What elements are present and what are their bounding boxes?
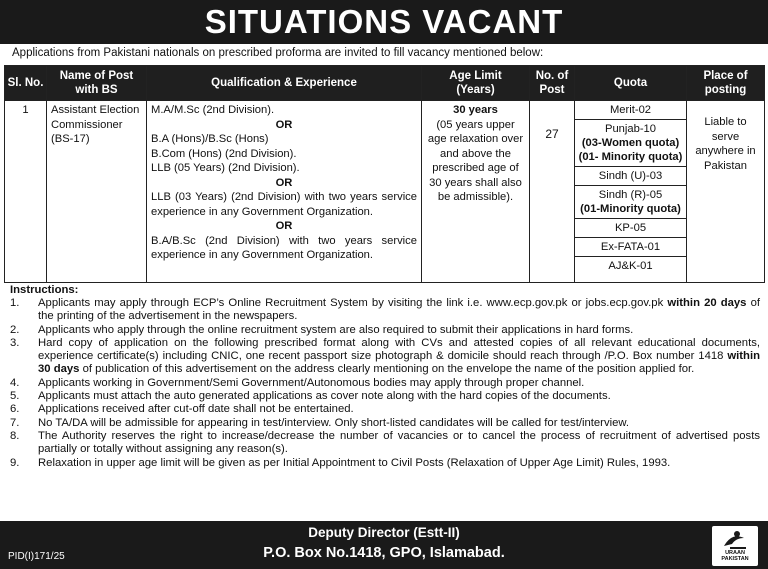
quota-punjab-minority: (01- Minority quota) [578, 151, 683, 163]
cell-qualification [147, 101, 422, 283]
instructions-list [10, 297, 760, 470]
quota-sindh-rural-label: Sindh (R)-05 [598, 189, 663, 201]
instruction-item [10, 324, 760, 337]
instruction-text-part: The Authority reserves the right to increase/decrease the number of vacancies or to cancel the process of recruitment of advertised posts partially or totally without assigning any reason(s). [38, 429, 760, 456]
instruction-text-part: No TA/DA will be admissible for appearing in test/interview. Only short-listed candidates will be called for test/interview. [38, 416, 630, 429]
header-post-name-line2: with BS [75, 84, 118, 96]
instruction-item [10, 417, 760, 430]
instruction-item [10, 377, 760, 390]
header-post-name [47, 66, 147, 101]
instruction-text-part: of publication of this advertisement on the address clearly mentioning on the envelope the name of the position applied for. [79, 363, 695, 376]
instruction-item [10, 457, 760, 470]
instruction-text-part: Applications received after cut-off date shall not be entertained. [38, 403, 354, 416]
instruction-item [10, 390, 760, 403]
table-header-row [5, 66, 765, 101]
header-sl-no: Sl. No. [5, 66, 47, 101]
qualification-line: M.A/M.Sc (2nd Division). [151, 104, 275, 116]
instruction-number: 7. [10, 416, 20, 429]
qualification-line: LLB (05 Years) (2nd Division). [151, 162, 300, 174]
header-post-name-line1: Name of Post [59, 70, 134, 82]
quota-list [575, 101, 686, 282]
footer-address: P.O. Box No.1418, GPO, Islamabad. [263, 545, 505, 561]
instruction-text-part: Relaxation in upper age limit will be given as per Initial Appointment to Civil Posts (Relaxation of Upper Age Limit) Rules, 1993. [38, 456, 671, 469]
instruction-number: 6. [10, 403, 20, 416]
instruction-number: 4. [10, 376, 20, 389]
instruction-text-part: of the printing of the advertisement in the newspapers. [38, 297, 760, 323]
quota-punjab [575, 120, 686, 167]
instruction-text-part: Applicants working in Government/Semi Government/Autonomous bodies may apply through proper channel. [38, 376, 585, 389]
qualification-or: OR [275, 220, 293, 232]
footer [0, 521, 768, 569]
instruction-text-part: Applicants who apply through the online recruitment system are also required to submit their applications in hard forms. [38, 323, 634, 336]
intro-text: Applications from Pakistani nationals on prescribed proforma are invited to fill vacancy mentioned below: [12, 47, 544, 59]
vacancy-table [4, 65, 765, 283]
header-age-line1: Age Limit [449, 70, 502, 82]
cell-age-limit [422, 101, 530, 283]
instruction-item [10, 337, 760, 377]
cell-sl-no: 1 [5, 101, 47, 283]
cell-post-name: Assistant Election Commissioner (BS-17) [47, 101, 147, 283]
age-limit-main: 30 years [453, 104, 498, 116]
quota-punjab-women: (03-Women quota) [581, 137, 680, 149]
qualification-line: B.A/B.Sc (2nd Division) with two years service experience in any Government Organization. [151, 234, 417, 261]
qualification-or: OR [275, 118, 293, 131]
page-title: SITUATIONS VACANT [0, 0, 768, 44]
instruction-text-part: Hard copy of application on the following prescribed format along with CVs and attested copies of all relevant educational documents, experience certificate(s) including CNIC, one recent passport size photograph & domicile should reach through /P.O. Box number 1418 [38, 336, 760, 363]
cell-quota [575, 101, 687, 283]
quota-sindh-rural [575, 186, 686, 219]
instruction-text [38, 417, 760, 430]
publication-id: PID(I)171/25 [8, 551, 65, 562]
uraan-pakistan-logo-icon [720, 528, 750, 550]
instruction-number: 9. [10, 456, 20, 469]
instruction-number: 1. [10, 297, 20, 309]
quota-merit-label: Merit-02 [609, 104, 652, 116]
quota-exfata-label: Ex-FATA-01 [600, 241, 661, 253]
cell-no-of-posts: 27 [530, 101, 575, 283]
instruction-number: 5. [10, 390, 20, 403]
instruction-text-part: Applicants may apply through ECP’s Online Recruitment System by visiting the link i.e. www.ecp.gov.pk or jobs.ecp.gov.pk [38, 297, 668, 309]
instruction-text [38, 324, 760, 337]
instruction-text [38, 337, 760, 377]
quota-kp-label: KP-05 [614, 222, 647, 234]
header-posts-line1: No. of [535, 70, 569, 82]
header-qualification: Qualification & Experience [147, 66, 422, 101]
quota-merit [575, 101, 686, 120]
header-no-of-posts [530, 66, 575, 101]
quota-exfata [575, 238, 686, 257]
instruction-text [38, 403, 760, 416]
instruction-text [38, 297, 760, 324]
quota-sindh-urban [575, 167, 686, 186]
quota-sindh-rural-minority: (01-Minority quota) [580, 203, 681, 215]
header-place-line1: Place of [703, 70, 748, 82]
uraan-pakistan-logo [712, 526, 758, 566]
instructions-section [10, 284, 760, 470]
cell-place-of-posting: Liable to serve anywhere in Pakistan [687, 101, 765, 283]
instruction-text [38, 457, 760, 470]
qualification-line: B.A (Hons)/B.Sc (Hons) [151, 133, 269, 145]
qualification-line: B.Com (Hons) (2nd Division). [151, 147, 297, 160]
quota-ajk [575, 257, 686, 275]
logo-wordmark: URAAN PAKISTAN [721, 550, 749, 562]
header-posts-line2: Post [539, 84, 565, 96]
instruction-deadline: within 20 days [667, 297, 747, 309]
instruction-item [10, 297, 760, 324]
quota-ajk-label: AJ&K-01 [608, 260, 653, 272]
instruction-number: 8. [10, 429, 20, 442]
header-quota: Quota [575, 66, 687, 101]
instruction-text [38, 390, 760, 403]
instruction-number: 3. [10, 336, 20, 349]
instruction-text [38, 430, 760, 457]
footer-designation: Deputy Director (Estt-II) [308, 525, 460, 540]
instruction-number: 2. [10, 323, 20, 336]
header-age-line2: (Years) [456, 84, 495, 96]
header-place-of-posting [687, 66, 765, 101]
qualification-line: LLB (03 Years) (2nd Division) with two years service experience in any Government Organization. [151, 191, 417, 218]
instruction-item [10, 403, 760, 416]
instruction-item [10, 430, 760, 457]
table-row [5, 101, 765, 283]
instruction-text-part: Applicants must attach the auto generated applications as cover note along with the hard copies of the documents. [38, 390, 611, 403]
instructions-title: Instructions: [10, 284, 79, 296]
header-age-limit [422, 66, 530, 101]
instruction-deadline: within 30 days [38, 350, 760, 376]
age-limit-note: (05 years upper age relaxation over and above the prescribed age of 30 years shall also be admissible). [427, 118, 524, 203]
instruction-text [38, 377, 760, 390]
qualification-or: OR [275, 176, 293, 189]
quota-kp [575, 219, 686, 238]
header-place-line2: posting [704, 84, 747, 96]
quota-sindh-urban-label: Sindh (U)-03 [598, 170, 663, 182]
quota-punjab-label: Punjab-10 [604, 123, 656, 135]
